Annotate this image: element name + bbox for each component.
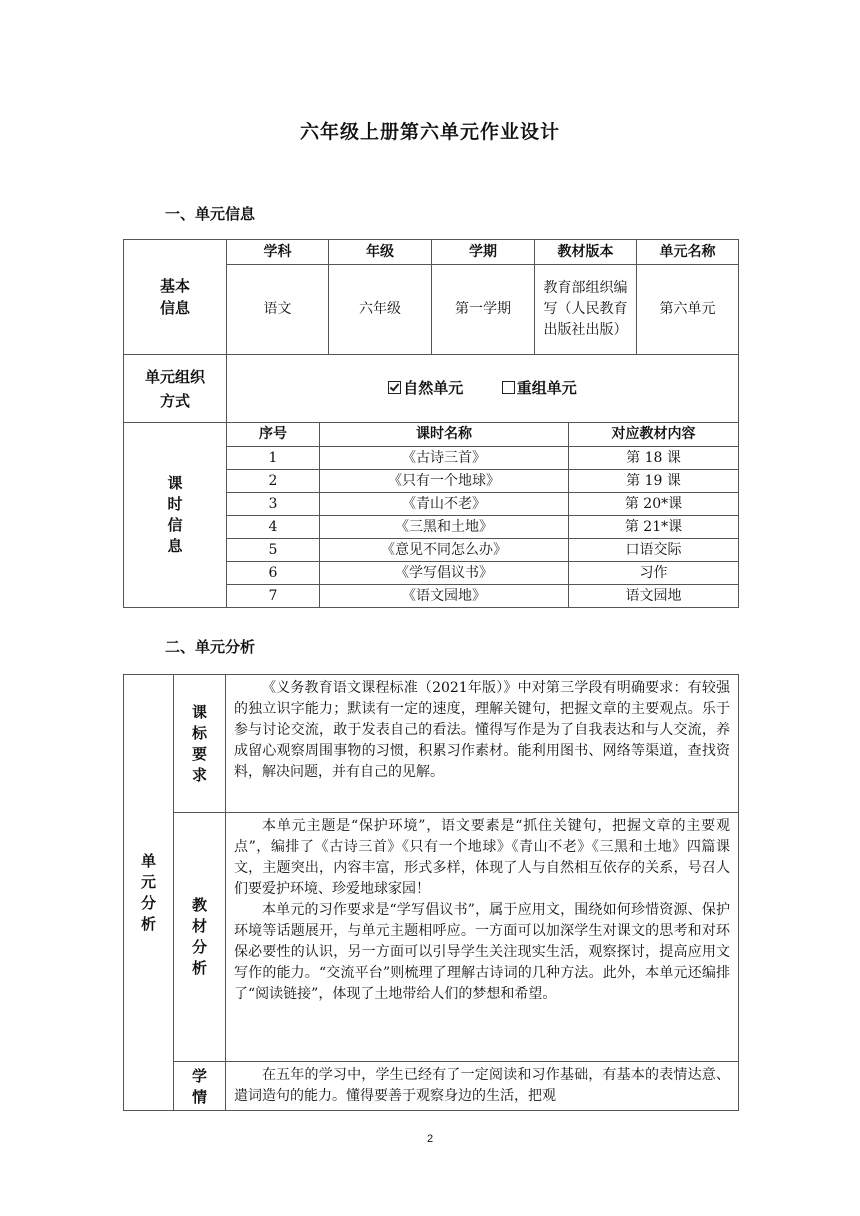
section-heading-unit-analysis: 二、单元分析 <box>165 638 256 656</box>
regroup-unit-checkbox[interactable] <box>502 381 515 394</box>
unit-organization-label <box>124 355 227 423</box>
lesson-content: 第 18 课 <box>569 447 739 470</box>
learners-paragraph: 在五年的学习中，学生已经有了一定阅读和习作基础，有基本的表情达意、遣词造句的能力。懂得要善于观察身边的生活，把观 <box>234 1067 730 1104</box>
value-subject: 语文 <box>227 265 329 355</box>
lesson-name: 《古诗三首》 <box>320 447 569 470</box>
natural-unit-checkbox[interactable] <box>388 381 401 394</box>
lesson-no: 7 <box>227 585 320 608</box>
header-lesson-name: 课时名称 <box>320 423 569 447</box>
header-unit-name: 单元名称 <box>637 240 739 265</box>
value-grade: 六年级 <box>329 265 432 355</box>
header-grade: 年级 <box>329 240 432 265</box>
lesson-no: 2 <box>227 470 320 493</box>
unit-organization-label-text: 单元组织方式 <box>145 367 206 410</box>
lesson-content: 第 19 课 <box>569 470 739 493</box>
unit-analysis-table <box>123 674 739 1111</box>
lesson-no: 5 <box>227 539 320 562</box>
header-semester: 学期 <box>432 240 535 265</box>
header-subject: 学科 <box>227 240 329 265</box>
header-no: 序号 <box>227 423 320 447</box>
lesson-no: 4 <box>227 516 320 539</box>
section-heading-unit-info: 一、单元信息 <box>165 205 256 223</box>
standards-paragraph: 《义务教育语文课程标准（2021年版）》中对第三学段有明确要求：有较强的独立识字能力；默读有一定的速度，理解关键句，把握文章的主要观点。乐于参与讨论交流，敢于发表自己的看法。懂得写作是为了自我表达和与人交流，养成留心观察周围事物的习惯，积累习作素材。能利用图书、网络等渠道，查找资料，解决问题，并有自己的见解。 <box>234 680 730 780</box>
textbook-paragraph-2: 本单元的习作要求是“学写倡议书”，属于应用文，围绕如何珍惜资源、保护环境等话题展开，与单元主题相呼应。一方面可以加深学生对课文的思考和对环保必要性的认识，另一方面可以引导学生关注现实生活，观察探讨，提高应用文写作的能力。“交流平台”则梳理了理解古诗词的几种方法。此外，本单元还编排了“阅读链接”，体现了土地带给人们的梦想和希望。 <box>234 902 730 1002</box>
lesson-content: 第 21*课 <box>569 516 739 539</box>
lesson-content: 第 20*课 <box>569 493 739 516</box>
unit-organization-options <box>227 355 739 423</box>
header-textbook-version: 教材版本 <box>535 240 637 265</box>
lessons-label <box>124 423 227 608</box>
textbook-paragraph-1: 本单元主题是“保护环境”，语文要素是“抓住关键句，把握文章的主要观点”，编排了《古诗三首》《只有一个地球》《青山不老》《三黑和土地》四篇课文，主题突出，内容丰富，形式多样，体现了人与自然相互依存的关系，号召人们要爱护环境、珍爱地球家园！ <box>234 818 730 897</box>
lesson-content: 习作 <box>569 562 739 585</box>
page-title: 六年级上册第六单元作业设计 <box>299 121 560 143</box>
lessons-label-text: 课时信息 <box>167 474 183 555</box>
lesson-no: 6 <box>227 562 320 585</box>
lessons-table <box>123 422 739 608</box>
unit-info-table <box>123 239 739 423</box>
lesson-name: 《三黑和土地》 <box>320 516 569 539</box>
unit-analysis-label <box>124 675 174 1111</box>
lesson-content: 语文园地 <box>569 585 739 608</box>
lesson-no: 1 <box>227 447 320 470</box>
learners-label-text: 学情 <box>191 1067 207 1106</box>
lesson-name: 《语文园地》 <box>320 585 569 608</box>
value-textbook-version-text: 教育部组织编写（人民教育出版社出版） <box>543 280 628 338</box>
basic-info-label-text: 基本信息 <box>159 277 190 317</box>
natural-unit-label: 自然单元 <box>403 378 464 397</box>
learners-label <box>174 1062 226 1111</box>
textbook-analysis-label <box>174 813 226 1062</box>
value-semester: 第一学期 <box>432 265 535 355</box>
lesson-name: 《只有一个地球》 <box>320 470 569 493</box>
textbook-analysis-label-text: 教材分析 <box>191 896 207 977</box>
value-textbook-version <box>535 265 637 355</box>
lesson-content: 口语交际 <box>569 539 739 562</box>
page-number: 2 <box>426 1133 434 1145</box>
standards-text <box>226 675 739 813</box>
header-textbook-content: 对应教材内容 <box>569 423 739 447</box>
lesson-name: 《学写倡议书》 <box>320 562 569 585</box>
learners-text <box>226 1062 739 1111</box>
regroup-unit-label: 重组单元 <box>516 378 577 397</box>
lesson-name: 《意见不同怎么办》 <box>320 539 569 562</box>
lesson-name: 《青山不老》 <box>320 493 569 516</box>
textbook-analysis-text <box>226 813 739 1062</box>
value-unit-name: 第六单元 <box>637 265 739 355</box>
standards-label-text: 课标要求 <box>191 702 207 784</box>
unit-analysis-label-text: 单元分析 <box>140 851 156 933</box>
basic-info-label <box>124 240 227 355</box>
lesson-no: 3 <box>227 493 320 516</box>
standards-label <box>174 675 226 813</box>
